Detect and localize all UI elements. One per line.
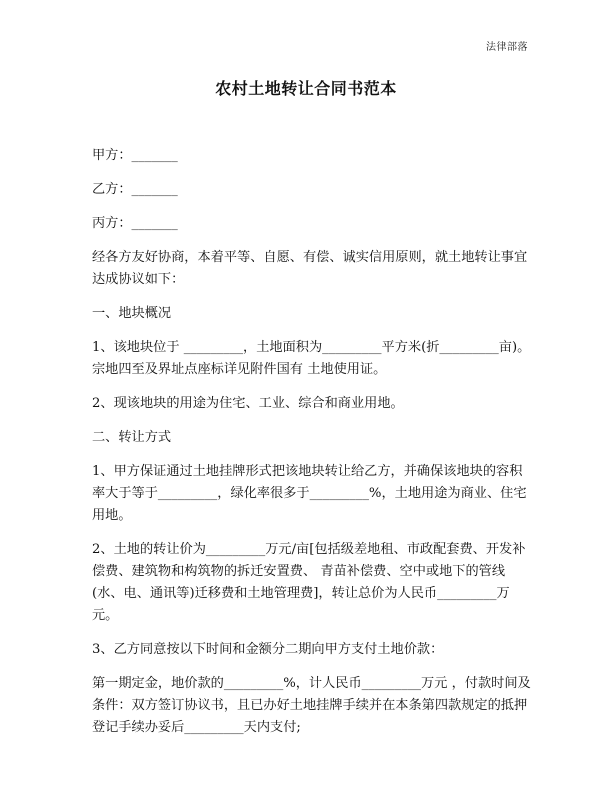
document-body	[92, 145, 532, 739]
clause-1-2: 2、现该地块的用途为住宅、工业、综合和商业用地。	[92, 396, 404, 411]
party-a-line: 甲方：_______	[92, 148, 178, 163]
header-brand: 法律部落	[486, 42, 528, 53]
section-1-heading: 一、地块概况	[92, 306, 172, 321]
payment-1-paragraph: 第一期定金，地价款的_________%，计人民币_________万元 ，付款时间及条件：双方签订协议书，且已办好土地挂牌手续并在本条第四款规定的抵押登记手续办妥后_________天内支付;	[92, 676, 531, 735]
clause-1-1: 1、该地块位于 _________，土地面积为_________平方米(折_________亩)。宗地四至及界址点座标详见附件国有 土地使用证。	[92, 340, 531, 377]
party-c-line: 丙方：_______	[92, 216, 178, 231]
clause-2-2: 2、土地的转让价为_________万元/亩[包括级差地租、市政配套费、开发补偿费、建筑物和构筑物的拆迁安置费、 青苗补偿费、空中或地下的管线(水、电、通讯等)迁移费和土地管理费]，转让总价为人民币_________万元。	[92, 542, 526, 623]
clause-2-1: 1、甲方保证通过土地挂牌形式把该地块转让给乙方，并确保该地块的容积率大于等于_________，绿化率很多于_________%，土地用途为商业、住宅用地。	[92, 464, 527, 523]
intro-paragraph: 经各方友好协商，本着平等、自愿、有偿、诚实信用原则，就土地转让事宜达成协议如下：	[92, 250, 528, 287]
party-b-line: 乙方：_______	[92, 182, 178, 197]
section-2-heading: 二、转让方式	[92, 430, 172, 445]
clause-2-3: 3、乙方同意按以下时间和金额分二期向甲方支付土地价款：	[92, 642, 444, 657]
document-title: 农村土地转让合同书范本	[215, 79, 397, 98]
